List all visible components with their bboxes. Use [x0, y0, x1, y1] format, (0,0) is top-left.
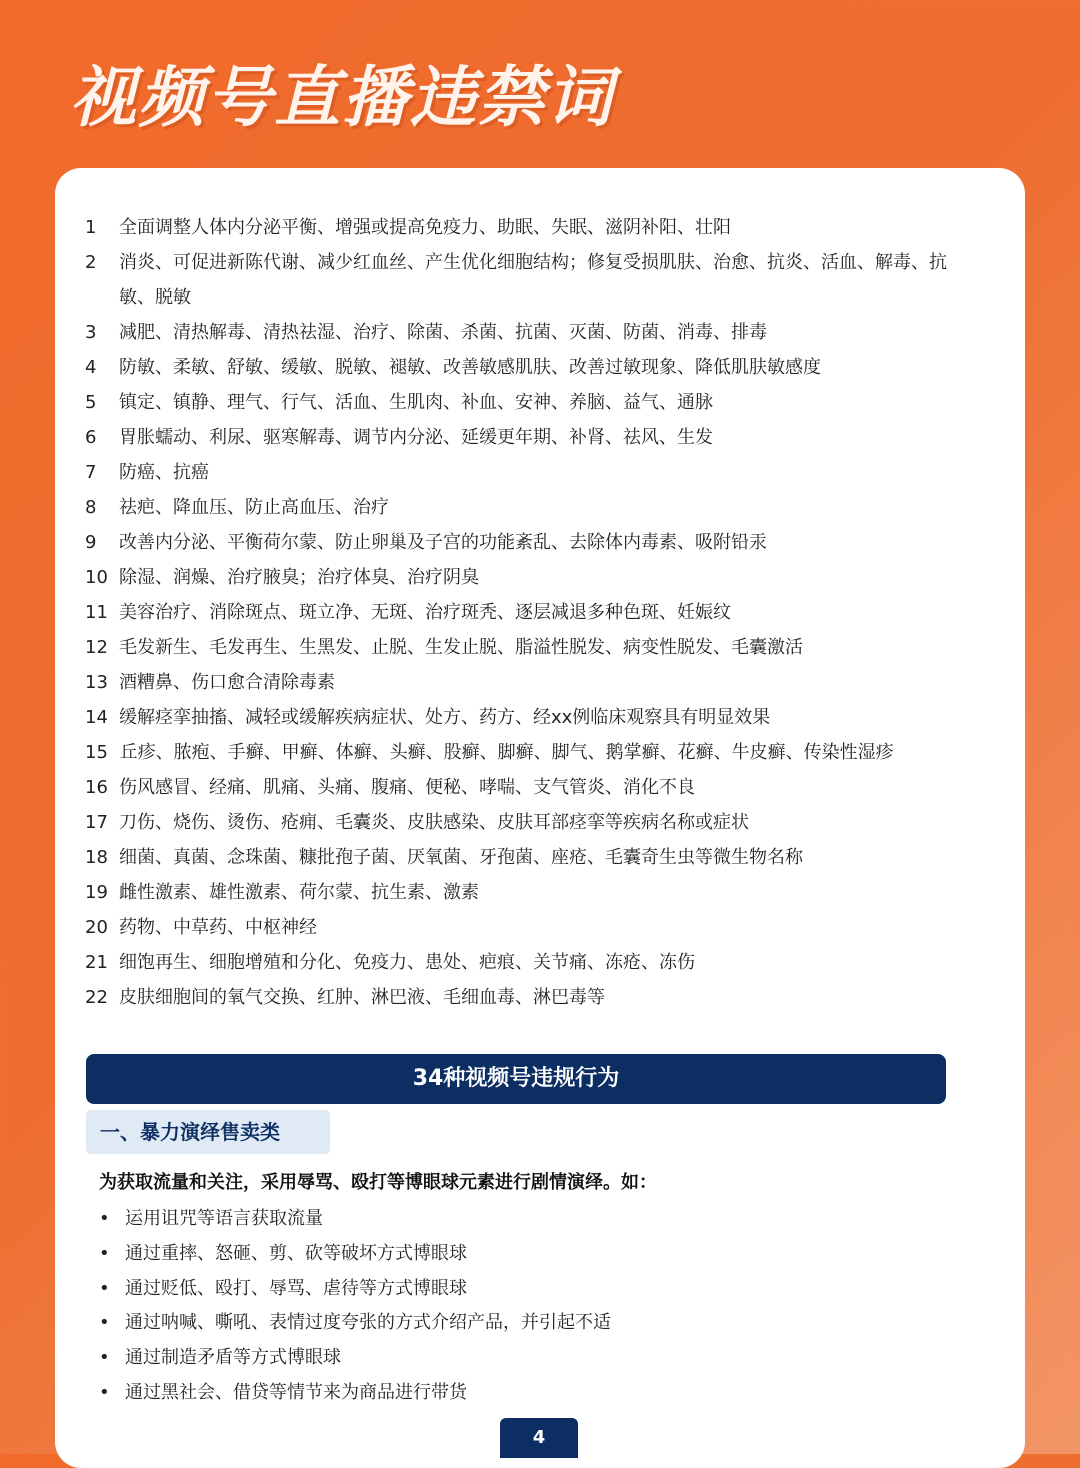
item-number: 7	[85, 462, 97, 483]
bullet-text: 通过重摔、怒砸、剪、砍等破坏方式博眼球	[125, 1242, 467, 1264]
item-text: 胃胀蠕动、利尿、驱寒解毒、调节内分泌、延缓更年期、补肾、祛风、生发	[119, 427, 713, 448]
item-number: 11	[85, 602, 108, 623]
list-item	[85, 700, 965, 735]
item-number: 2	[85, 252, 97, 273]
item-number: 8	[85, 497, 97, 518]
item-number: 1	[85, 217, 97, 238]
list-item	[85, 805, 965, 840]
bullet-list	[99, 1202, 611, 1411]
list-item	[85, 980, 965, 1015]
item-number: 21	[85, 952, 108, 973]
item-text: 缓解痉挛抽搐、减轻或缓解疾病症状、处方、药方、经xx例临床观察具有明显效果	[119, 707, 771, 728]
item-text: 减肥、清热解毒、清热祛湿、治疗、除菌、杀菌、抗菌、灭菌、防菌、消毒、排毒	[119, 322, 767, 343]
list-item	[85, 770, 965, 805]
item-number: 10	[85, 567, 108, 588]
bullet-dot: •	[99, 1277, 110, 1299]
item-text: 全面调整人体内分泌平衡、增强或提高免疫力、助眠、失眠、滋阴补阳、壮阳	[119, 217, 731, 238]
item-number: 12	[85, 637, 108, 658]
bullet-dot: •	[99, 1312, 110, 1334]
list-item	[85, 630, 965, 665]
list-item	[85, 665, 965, 700]
list-item	[85, 315, 965, 350]
list-item	[85, 945, 965, 980]
list-item	[85, 560, 965, 595]
item-text: 丘疹、脓疱、手癣、甲癣、体癣、头癣、股癣、脚癣、脚气、鹅掌癣、花癣、牛皮癣、传染性湿疹	[119, 742, 894, 763]
bullet-text: 通过黑社会、借贷等情节来为商品进行带货	[125, 1381, 467, 1403]
bullet-item	[99, 1306, 611, 1341]
item-text: 毛发新生、毛发再生、生黑发、止脱、生发止脱、脂溢性脱发、病变性脱发、毛囊激活	[119, 637, 803, 658]
bullet-text: 通过制造矛盾等方式博眼球	[125, 1347, 341, 1369]
list-item	[85, 350, 965, 385]
list-item	[85, 490, 965, 525]
item-number: 14	[85, 707, 108, 728]
item-text: 细菌、真菌、念珠菌、糠批孢子菌、厌氧菌、牙孢菌、座疮、毛囊奇生虫等微生物名称	[119, 847, 803, 868]
item-number: 19	[85, 882, 108, 903]
bullet-text: 运用诅咒等语言获取流量	[125, 1208, 323, 1229]
list-item	[85, 385, 965, 420]
bullet-text: 通过呐喊、嘶吼、表情过度夸张的方式介绍产品，并引起不适	[125, 1312, 611, 1334]
item-number: 18	[85, 847, 108, 868]
item-text: 消炎、可促进新陈代谢、减少红血丝、产生优化细胞结构；修复受损肌肤、治愈、抗炎、活血、解毒、抗敏、脱敏	[119, 252, 947, 308]
item-number: 17	[85, 812, 108, 833]
item-number: 15	[85, 742, 108, 763]
item-number: 9	[85, 532, 97, 553]
item-text: 刀伤、烧伤、烫伤、疮痈、毛囊炎、皮肤感染、皮肤耳部痉挛等疾病名称或症状	[119, 812, 749, 833]
item-text: 伤风感冒、经痛、肌痛、头痛、腹痛、便秘、哮喘、支气管炎、消化不良	[119, 777, 695, 798]
item-text: 防敏、柔敏、舒敏、缓敏、脱敏、褪敏、改善敏感肌肤、改善过敏现象、降低肌肤敏感度	[119, 357, 821, 378]
violations-banner: 34种视频号违规行为	[86, 1054, 946, 1104]
item-number: 3	[85, 322, 97, 343]
section-intro: 为获取流量和关注，采用辱骂、殴打等博眼球元素进行剧情演绎。如：	[99, 1172, 657, 1193]
list-item	[85, 735, 965, 770]
section-label: 一、暴力演绎售卖类	[86, 1110, 330, 1154]
item-text: 雌性激素、雄性激素、荷尔蒙、抗生素、激素	[119, 882, 479, 903]
list-item	[85, 210, 965, 245]
item-text: 镇定、镇静、理气、行气、活血、生肌肉、补血、安神、养脑、益气、通脉	[119, 392, 713, 413]
bullet-item	[99, 1272, 611, 1307]
list-item	[85, 420, 965, 455]
item-text: 除湿、润燥、治疗腋臭；治疗体臭、治疗阴臭	[119, 567, 479, 588]
list-item	[85, 525, 965, 560]
item-number: 4	[85, 357, 97, 378]
item-text: 美容治疗、消除斑点、斑立净、无斑、治疗斑秃、逐层减退多种色斑、妊娠纹	[119, 602, 731, 623]
bullet-item	[99, 1237, 611, 1272]
content-card	[55, 168, 1025, 1468]
list-item	[85, 875, 965, 910]
item-text: 改善内分泌、平衡荷尔蒙、防止卵巢及子宫的功能紊乱、去除体内毒素、吸附铅汞	[119, 532, 767, 553]
list-item	[85, 840, 965, 875]
item-text: 酒糟鼻、伤口愈合清除毒素	[119, 672, 335, 693]
page-title: 视频号直播违禁词	[70, 59, 614, 136]
item-text: 祛疤、降血压、防止高血压、治疗	[119, 497, 389, 518]
bullet-item	[99, 1376, 611, 1411]
item-text: 防癌、抗癌	[119, 462, 209, 483]
bullet-dot: •	[99, 1242, 110, 1264]
item-number: 5	[85, 392, 97, 413]
item-text: 药物、中草药、中枢神经	[119, 917, 317, 938]
item-text: 细饱再生、细胞增殖和分化、免疫力、患处、疤痕、关节痛、冻疮、冻伤	[119, 952, 695, 973]
item-number: 20	[85, 917, 108, 938]
list-item	[85, 910, 965, 945]
item-number: 16	[85, 777, 108, 798]
bullet-dot: •	[99, 1347, 110, 1369]
bullet-dot: •	[99, 1381, 110, 1403]
item-text: 皮肤细胞间的氧气交换、红肿、淋巴液、毛细血毒、淋巴毒等	[119, 987, 605, 1008]
bullet-item	[99, 1341, 611, 1376]
forbidden-word-list	[85, 210, 965, 1015]
list-item	[85, 595, 965, 630]
list-item	[85, 455, 965, 490]
item-number: 6	[85, 427, 97, 448]
item-number: 13	[85, 672, 108, 693]
bullet-dot: •	[99, 1208, 110, 1229]
bullet-item	[99, 1202, 611, 1237]
item-number: 22	[85, 987, 108, 1008]
page-number: 4	[500, 1418, 578, 1458]
bullet-text: 通过贬低、殴打、辱骂、虐待等方式博眼球	[125, 1277, 467, 1299]
list-item	[85, 245, 965, 315]
